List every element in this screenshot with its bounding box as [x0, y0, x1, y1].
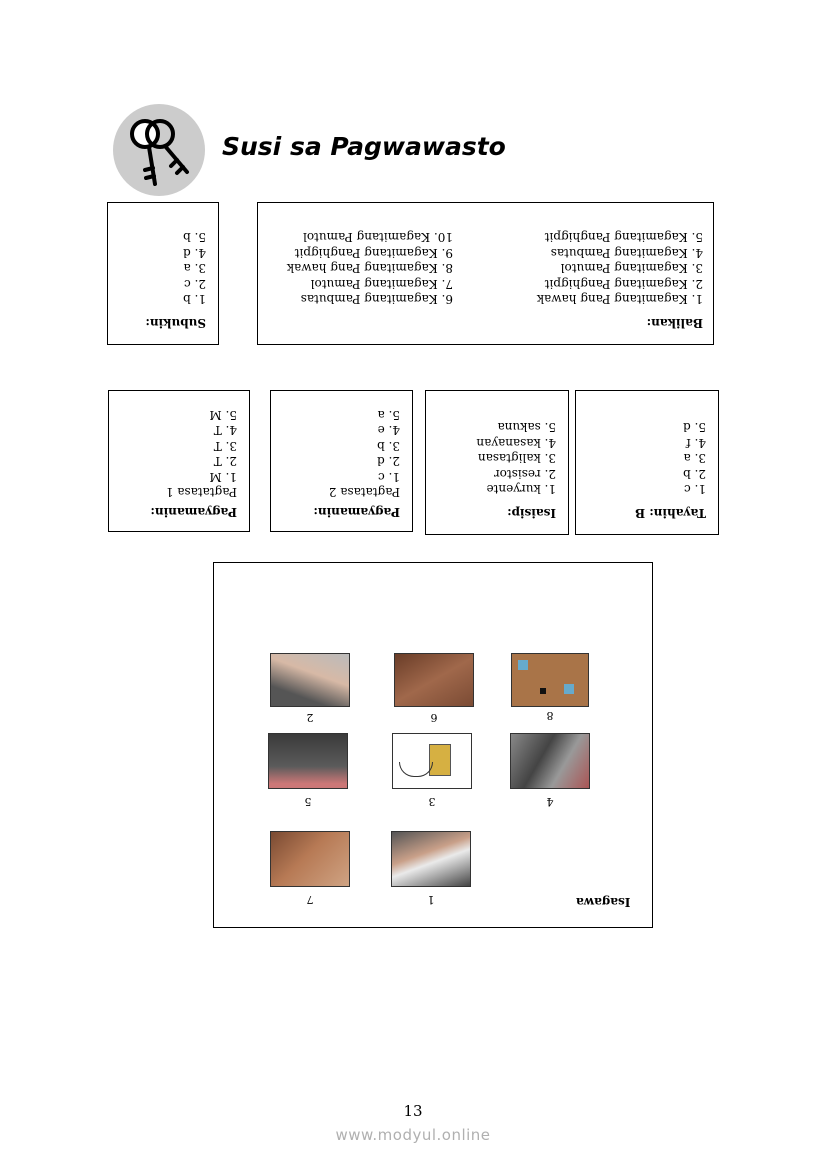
- list-item: 4. f: [686, 436, 706, 450]
- list-item: 6. Kagamitang Pambutas: [300, 292, 453, 307]
- balikan-box: [257, 202, 714, 345]
- list-item: 4. e: [377, 423, 400, 438]
- list-item: 2. d: [377, 454, 400, 469]
- page-title: Susi sa Pagwawasto: [222, 132, 506, 161]
- photo-4: [510, 733, 590, 789]
- list-item: 4. d: [183, 246, 206, 260]
- footer-watermark: www.modyul.online: [335, 1126, 491, 1144]
- list-item: 1. b: [183, 292, 206, 307]
- photo-number: 5: [304, 795, 312, 808]
- keys-icon: [113, 104, 205, 196]
- list-item: 1. Kagamitang Pang hawak: [536, 292, 703, 307]
- photo-6: [394, 653, 474, 707]
- photo-3: [392, 733, 472, 789]
- photo-5: [268, 733, 348, 789]
- pagyamanin2-heading: Pagyamanin:: [313, 505, 400, 519]
- photo-number: 3: [428, 795, 436, 808]
- list-item: 3. a: [683, 451, 706, 466]
- photo-1: [391, 831, 471, 887]
- isagawa-box: [213, 562, 653, 928]
- tayahin-box: [575, 390, 719, 535]
- list-item: 2. T: [213, 454, 237, 469]
- list-item: 1. M: [209, 470, 237, 484]
- pagyamanin2-box: [270, 390, 413, 532]
- list-item: 3. Kagamitang Pamutol: [560, 261, 703, 276]
- photo-2: [270, 653, 350, 707]
- photo-8: [511, 653, 589, 707]
- pagyamanin2-subheading: Pagtatasa 2: [328, 485, 400, 500]
- page-number: 13: [403, 1102, 423, 1120]
- photo-number: 7: [306, 893, 314, 906]
- list-item: 5. b: [183, 230, 206, 245]
- subukin-box: [107, 202, 219, 345]
- photo-number: 6: [430, 711, 438, 724]
- list-item: 1. kuryente: [486, 482, 556, 497]
- list-item: 5. Kagamitang Panghigpit: [544, 230, 703, 245]
- list-item: 3. a: [183, 261, 206, 276]
- pagyamanin1-subheading: Pagtatasa 1: [165, 485, 237, 500]
- photo-number: 8: [546, 709, 554, 722]
- list-item: 7. Kagamitang Pamutol: [310, 277, 453, 291]
- isagawa-heading: Isagawa: [576, 895, 631, 909]
- list-item: 2. Kagamitang Panghigpit: [544, 277, 703, 291]
- pagyamanin1-box: [108, 390, 250, 532]
- photo-number: 4: [546, 795, 554, 808]
- list-item: 4. T: [213, 423, 237, 438]
- isaisip-box: [425, 390, 569, 535]
- list-item: 3. b: [377, 439, 400, 453]
- list-item: 3. kaligtasan: [477, 451, 556, 466]
- list-item: 5. d: [683, 420, 706, 435]
- subukin-heading: Subukin:: [145, 316, 206, 330]
- list-item: 5. sakuna: [497, 420, 556, 435]
- list-item: 1. c: [684, 482, 706, 497]
- list-item: 3. T: [213, 439, 237, 453]
- balikan-heading: Balikan:: [646, 316, 703, 330]
- isaisip-heading: Isaisip:: [507, 506, 556, 520]
- list-item: 10. Kagamitang Pamutol: [303, 230, 453, 245]
- pagyamanin1-heading: Pagyamanin:: [150, 505, 237, 519]
- list-item: 2. b: [683, 467, 706, 481]
- photo-number: 1: [427, 893, 435, 906]
- list-item: 2. c: [184, 277, 206, 291]
- tayahin-heading: Tayahin: B: [634, 506, 706, 520]
- list-item: 9. Kagamitang Panghigpit: [294, 246, 453, 260]
- list-item: 2. resistor: [493, 467, 556, 481]
- list-item: 5. M: [209, 408, 237, 422]
- list-item: 4. kasanayan: [476, 436, 556, 450]
- list-item: 1. c: [378, 470, 400, 484]
- photo-7: [270, 831, 350, 887]
- list-item: 8. Kagamitang Pang hawak: [286, 261, 453, 276]
- photo-number: 2: [306, 711, 314, 724]
- list-item: 5. a: [377, 408, 400, 422]
- list-item: 4. Kagamitang Pambutas: [550, 246, 703, 260]
